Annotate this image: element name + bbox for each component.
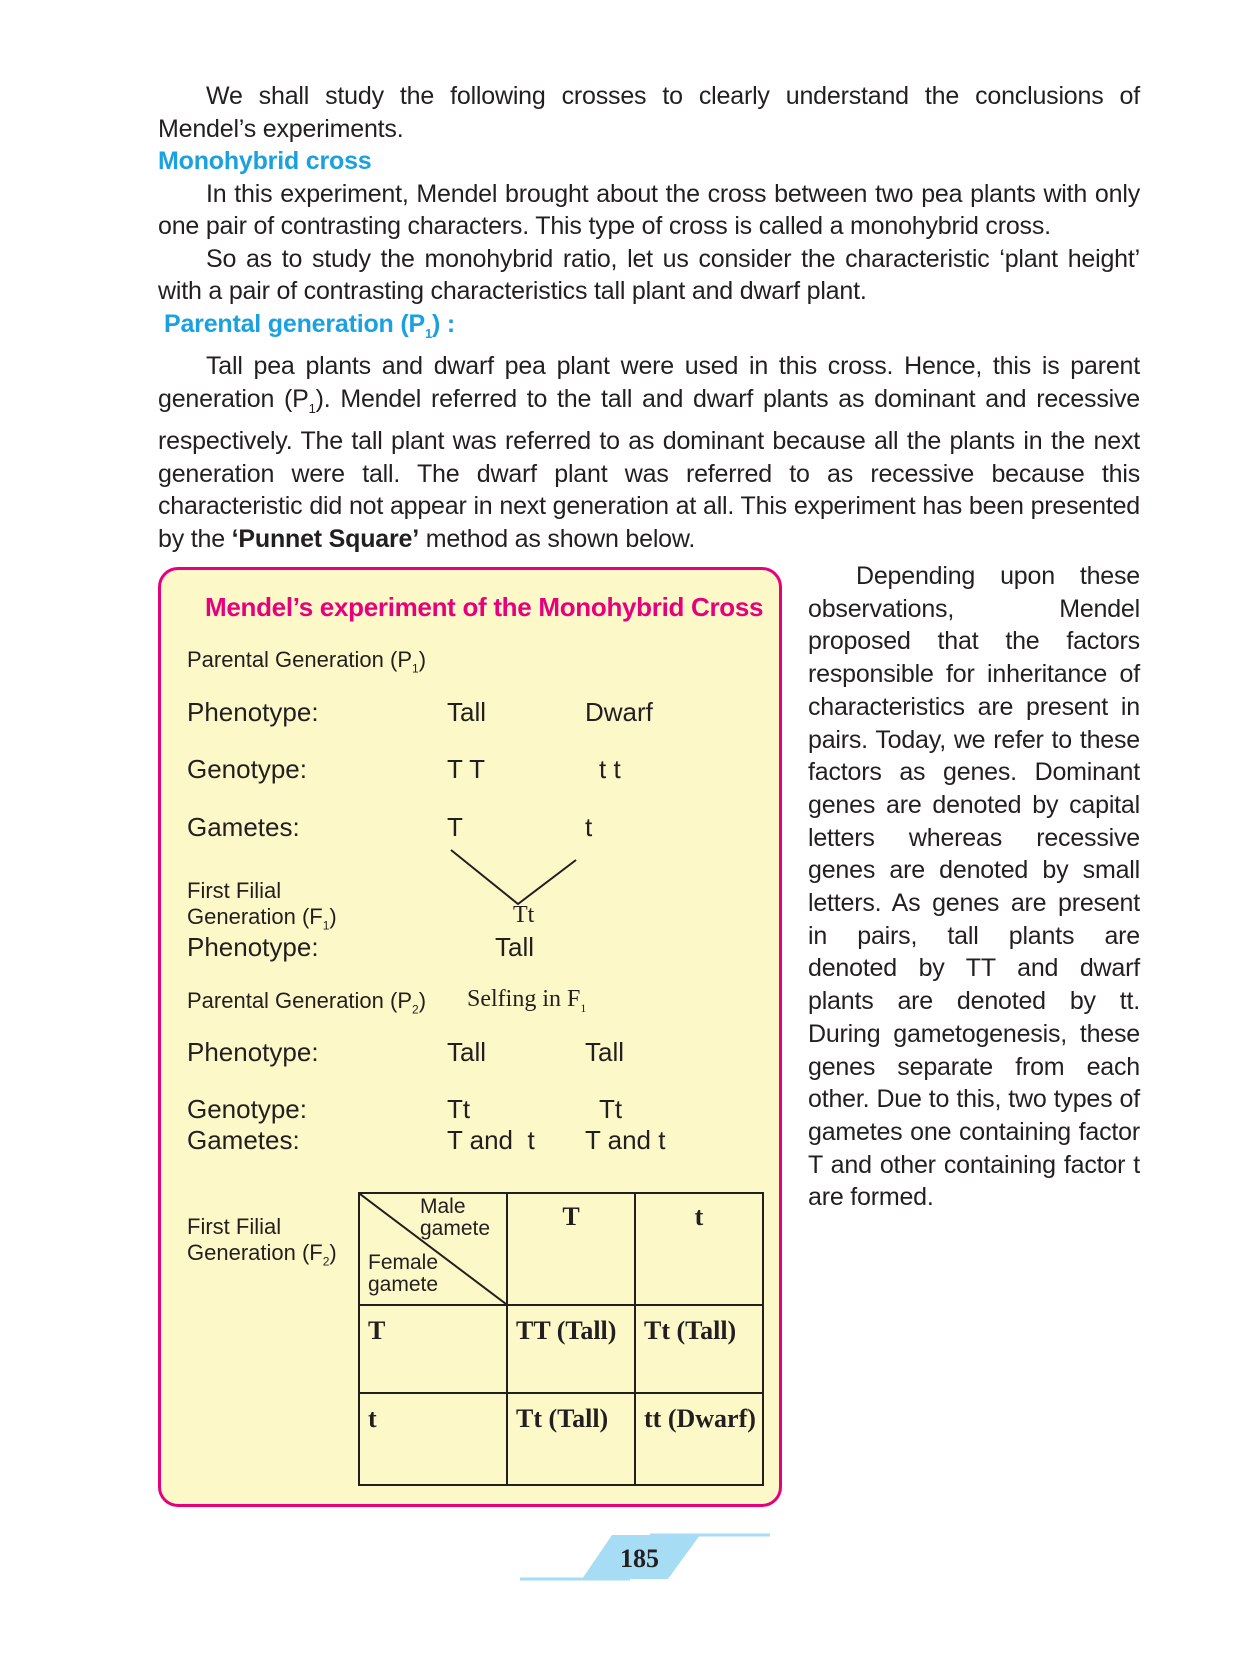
female-line2: gamete: [368, 1273, 439, 1296]
selfing-label: [467, 986, 586, 1016]
male-gamete-header: t: [635, 1193, 763, 1305]
f1-label-sub: 1: [322, 918, 330, 933]
punnet-square-term: ‘Punnet Square’: [231, 524, 419, 553]
punnett-cell: tt (Dwarf): [635, 1393, 763, 1485]
p1-gamete-tall: T: [447, 812, 463, 842]
punnett-cell: Tt (Tall): [507, 1393, 635, 1485]
parental-text-b: ). Mendel referred to the tall and dwarf plants as dominant and recessive respectively. The tall plant was referred to as dominant because all the plants in the next generation were tall. The dwarf plant was referred to as recessive because this characteristic did not appear in next generation at all. This experiment has been presented by the: [158, 384, 1140, 553]
parental-text-sub: 1: [308, 400, 316, 416]
f1-phenotype: Tall: [495, 932, 535, 962]
male-gamete-header: T: [507, 1193, 635, 1305]
f1-phenotype-label: Phenotype:: [187, 932, 319, 962]
female-gamete-header: t: [359, 1393, 507, 1485]
p1-gametes-label: Gametes:: [187, 812, 300, 842]
p2-label-close: ): [418, 988, 427, 1013]
p1-label-close: ): [418, 647, 427, 672]
selfing-text: Selfing in F: [467, 986, 581, 1012]
p2-gametes-label: Gametes:: [187, 1125, 300, 1155]
parental-paragraph: [158, 350, 1140, 555]
p2-label-text: Parental Generation (P: [187, 988, 413, 1013]
p1-genotype-label: Genotype:: [187, 754, 307, 784]
fusion-line: [451, 850, 576, 904]
male-gamete-label: [420, 1196, 490, 1240]
f2-label-sub: 2: [322, 1254, 330, 1269]
monohybrid-paragraph: In this experiment, Mendel brought about the cross between two pea plants with only one pair of contrasting characters. This type of cross is called a monohybrid cross.: [158, 179, 1140, 240]
page-footer: [520, 1532, 770, 1592]
p2-gametes-1: T and t: [447, 1125, 535, 1155]
f2-label: [187, 1214, 337, 1274]
p2-gametes-2: T and t: [585, 1125, 666, 1155]
p1-phenotype-dwarf: Dwarf: [585, 697, 653, 727]
p1-phenotype-tall: Tall: [447, 697, 487, 727]
parental-heading-text: Parental generation (P: [164, 309, 425, 338]
p1-genotype-tall: T T: [447, 754, 486, 784]
f2-label-line2: [187, 1240, 337, 1274]
p2-genotype-label: Genotype:: [187, 1094, 307, 1124]
p2-phenotype-2: Tall: [585, 1037, 625, 1067]
f2-label-line1: First Filial: [187, 1214, 282, 1239]
intro-paragraph: We shall study the following crosses to clearly understand the conclusions of Mendel’s experiments.: [158, 82, 1140, 143]
selfing-sub: 1: [580, 1000, 587, 1015]
punnett-cell: Tt (Tall): [635, 1305, 763, 1393]
parental-heading-sub: 1: [424, 325, 432, 341]
p1-genotype-dwarf: t t: [599, 754, 621, 784]
female-gamete-header: T: [359, 1305, 507, 1393]
punnett-row: [359, 1305, 763, 1393]
f2-label-text: Generation (F: [187, 1240, 323, 1265]
monohybrid-heading: Monohybrid cross: [158, 147, 372, 175]
p1-phenotype-label: Phenotype:: [187, 697, 319, 727]
punnett-row: [359, 1393, 763, 1485]
f1-label-text: Generation (F: [187, 904, 323, 929]
punnett-header-row: [359, 1193, 763, 1305]
parental-generation-heading: [158, 308, 1140, 351]
side-paragraph: Depending upon these observations, Mendel proposed that the factors responsible for inheritance of characteristics are present in pairs. Today, we refer to these factors as genes. Dominant genes are denoted by capital letters whereas recessive genes are denoted by small letters. As genes are present in pairs, tall plants are denoted by TT and dwarf plants are denoted by tt. During gametogenesis, these genes separate from each other. Due to this, two types of gametes one containing factor T and other containing factor t are formed.: [808, 562, 1140, 1212]
female-line1: Female: [368, 1251, 439, 1274]
p2-genotype-2: Tt: [599, 1094, 623, 1124]
female-gamete-label: [368, 1252, 438, 1296]
main-text: [158, 80, 1140, 555]
male-line2: gamete: [420, 1217, 491, 1240]
f1-label: [187, 878, 337, 938]
p2-phenotype-label: Phenotype:: [187, 1037, 319, 1067]
p1-gamete-dwarf: t: [585, 812, 593, 842]
plant-height-paragraph: So as to study the monohybrid ratio, let us consider the characteristic ‘plant height’ with a pair of contrasting characteristics tall plant and dwarf plant.: [158, 244, 1140, 305]
f1-genotype: Tt: [513, 902, 535, 928]
p2-genotype-1: Tt: [447, 1094, 471, 1124]
punnett-corner-cell: [359, 1193, 507, 1305]
f1-label-line1: First Filial: [187, 878, 282, 903]
parental-heading-close: ) :: [431, 309, 455, 338]
monohybrid-cross-box: [158, 567, 782, 1507]
punnett-cell: TT (Tall): [507, 1305, 635, 1393]
male-line1: Male: [420, 1195, 466, 1218]
parental-text-c: method as shown below.: [418, 524, 696, 553]
punnett-square: [358, 1192, 764, 1486]
parental-text-a: Tall pea plants and dwarf pea plant were used in this cross. Hence, this is parent generation (P: [158, 352, 1140, 413]
box-title: Mendel’s experiment of the Monohybrid Cross: [205, 592, 764, 622]
p2-phenotype-1: Tall: [447, 1037, 487, 1067]
f1-label-close: ): [329, 904, 337, 929]
page-number: 185: [620, 1544, 659, 1573]
f2-label-close: ): [329, 1240, 337, 1265]
p1-label-text: Parental Generation (P: [187, 647, 413, 672]
p2-label: [187, 988, 426, 1016]
p2-label-sub: 2: [412, 1002, 419, 1017]
p1-label-sub: 1: [412, 661, 419, 676]
